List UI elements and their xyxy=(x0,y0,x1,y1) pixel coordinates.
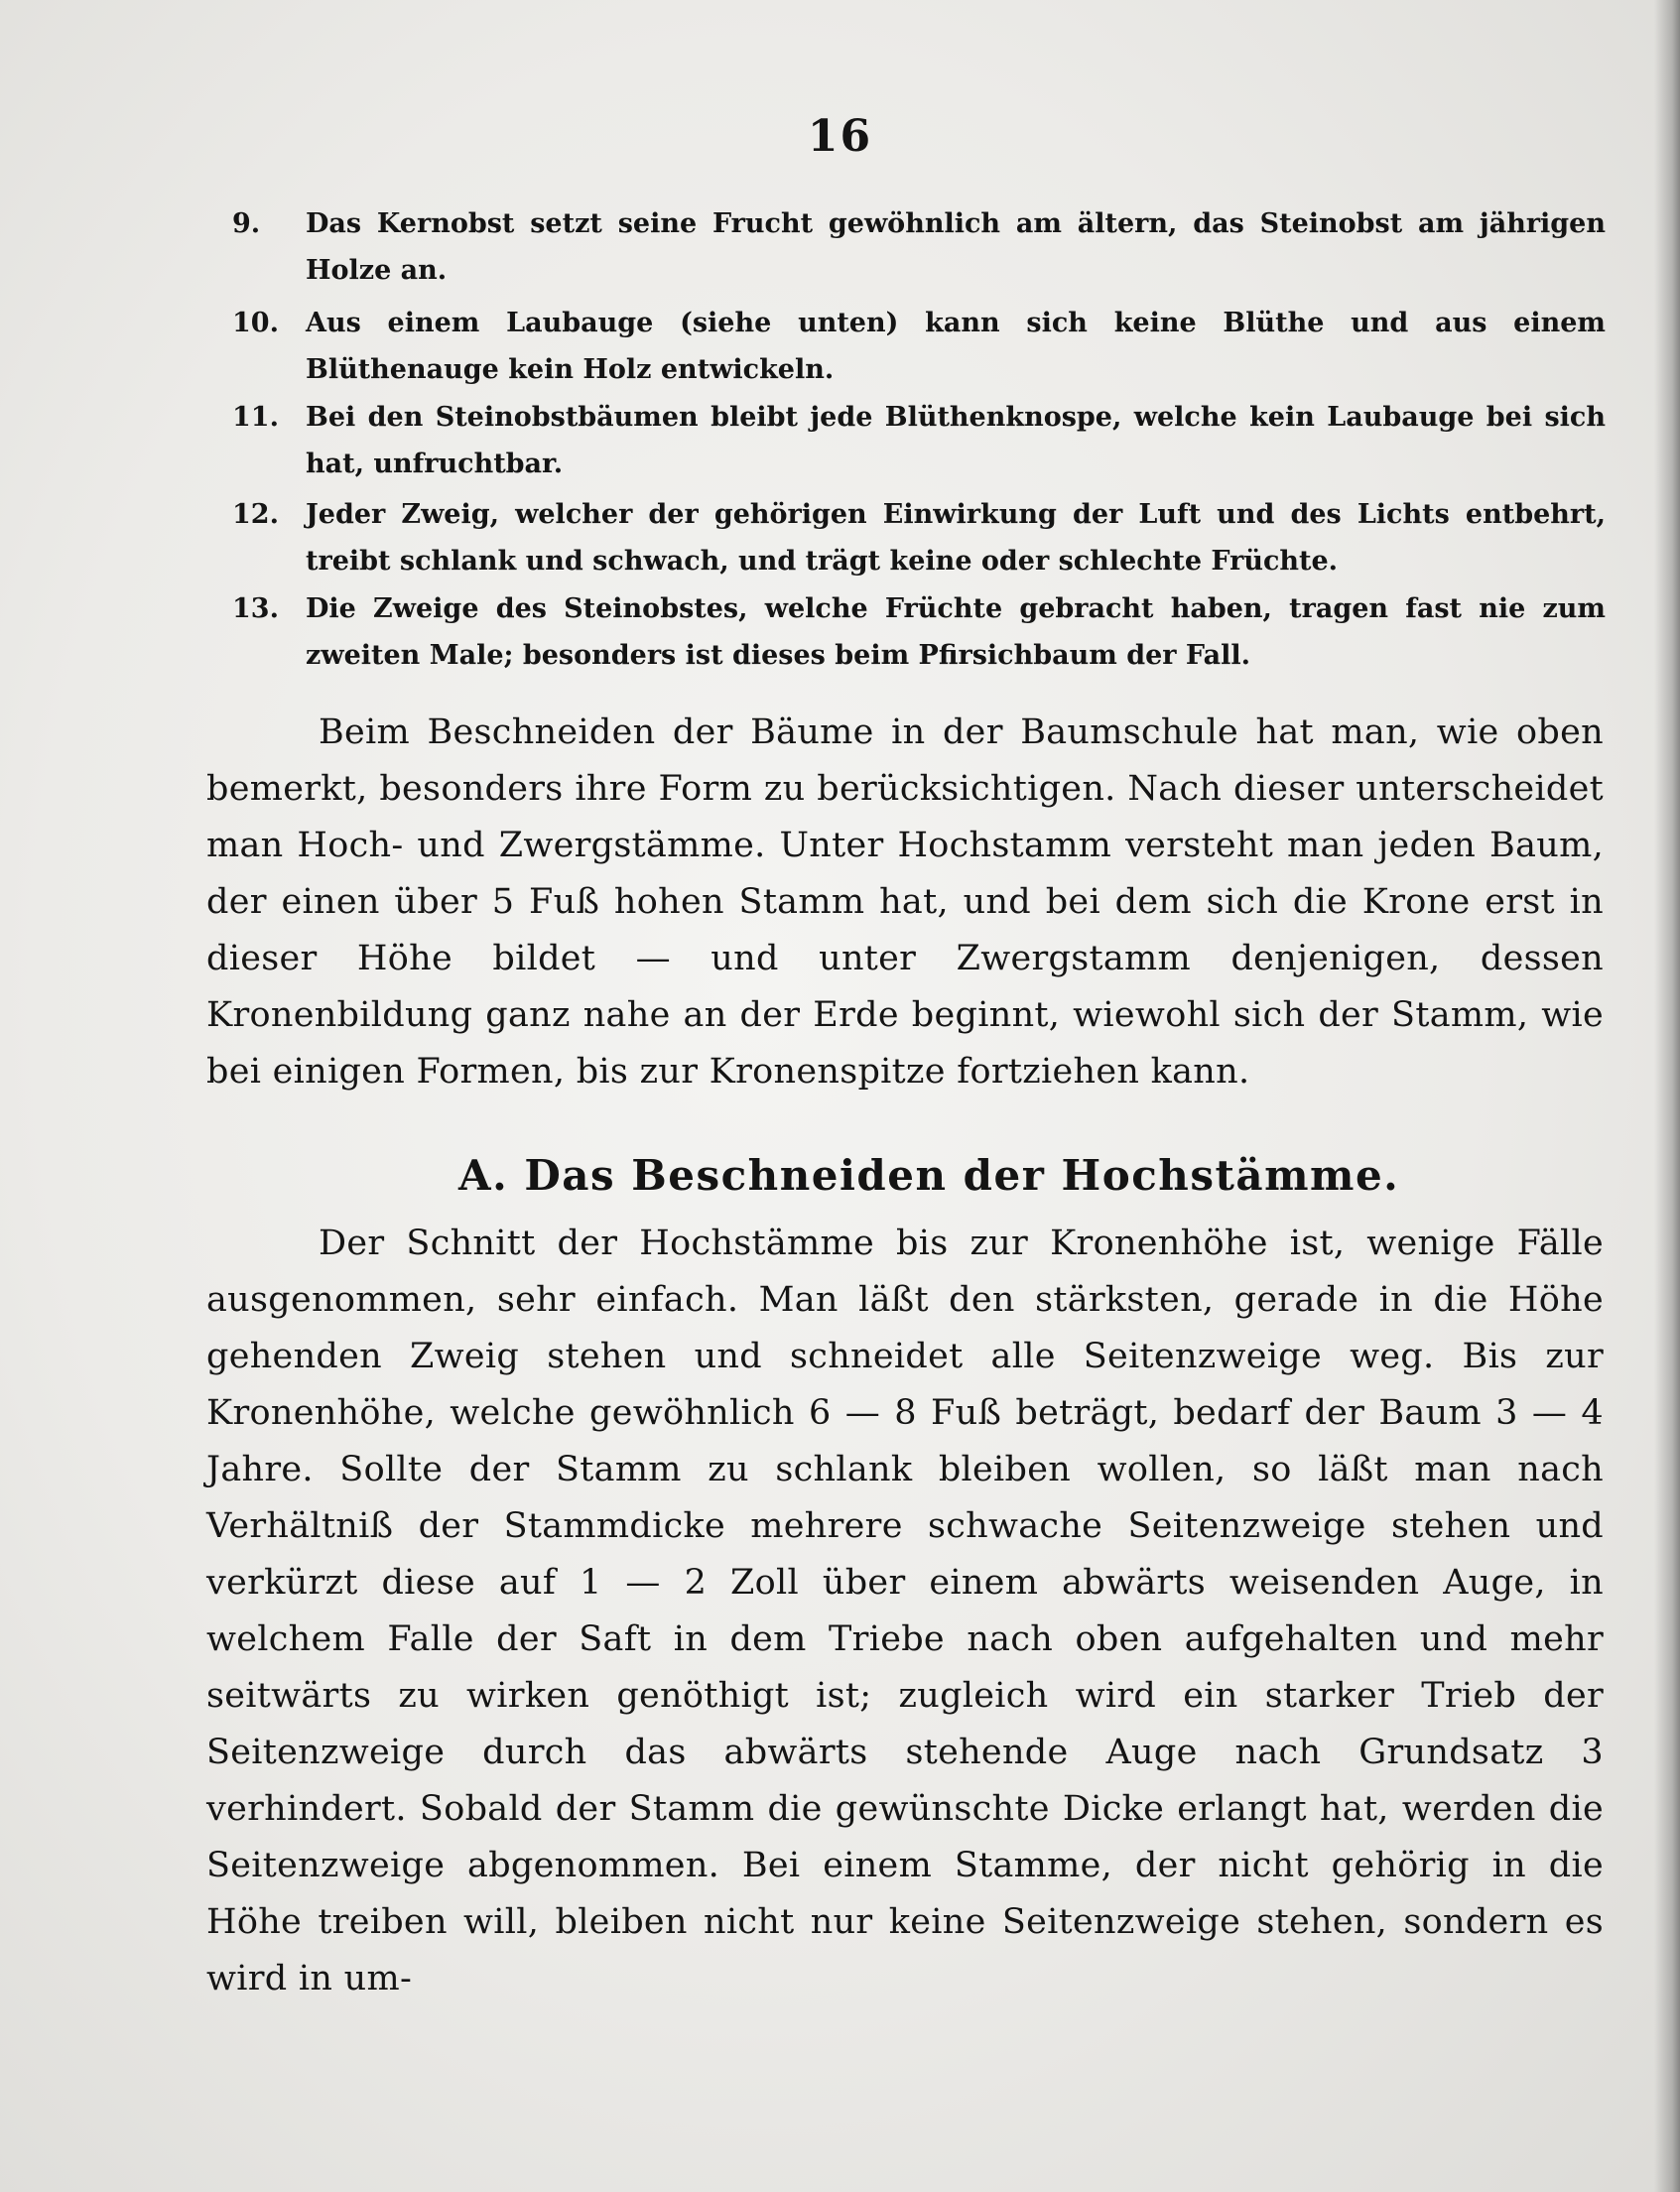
rule-item-12 xyxy=(232,491,1606,584)
rule-text: Jeder Zweig, welcher der gehörigen Einwirkung der Luft und des Lichts entbehrt, treibt schlank und schwach, und trägt keine oder schlechte Früchte. xyxy=(306,499,1606,577)
rule-item-10 xyxy=(232,300,1606,393)
rule-item-9 xyxy=(232,200,1606,294)
rule-item-13 xyxy=(232,585,1606,679)
rule-text: Das Kernobst setzt seine Frucht gewöhnlich am ältern, das Steinobst am jährigen Holze an. xyxy=(306,208,1606,286)
page-edge-shadow xyxy=(1654,0,1680,2192)
intro-paragraph: Beim Beschneiden der Bäume in der Baumschule hat man, wie oben bemerkt, besonders ihre Form zu berücksichtigen. Nach dieser unterscheidet man Hoch- und Zwergstämme. Unter Hochstamm versteht man jeden Baum, der einen über 5 Fuß hohen Stamm hat, und bei dem sich die Krone erst in dieser Höhe bildet — und unter Zwergstamm denjenigen, dessen Kronenbildung ganz nahe an der Erde beginnt, wiewohl sich der Stamm, wie bei einigen Formen, bis zur Kronenspitze fortziehen kann. xyxy=(206,712,1604,1092)
rule-number: 12. xyxy=(232,499,279,530)
rule-text: Bei den Steinobstbäumen bleibt jede Blüthenknospe, welche kein Laubauge bei sich hat, unfruchtbar. xyxy=(306,402,1606,479)
rule-item-11 xyxy=(232,394,1606,487)
rule-text: Aus einem Laubauge (siehe unten) kann sich keine Blüthe und aus einem Blüthenauge kein Holz entwickeln. xyxy=(306,308,1606,385)
rule-number: 13. xyxy=(232,593,279,624)
section-paragraph: Der Schnitt der Hochstämme bis zur Kronenhöhe ist, wenige Fälle ausgenommen, sehr einfach. Man läßt den stärksten, gerade in die Höhe gehenden Zweig stehen und schneidet alle Seitenzweige weg. Bis zur Kronenhöhe, welche gewöhnlich 6 — 8 Fuß beträgt, bedarf der Baum 3 — 4 Jahre. Sollte der Stamm zu schlank bleiben wollen, so läßt man nach Verhältniß der Stammdicke mehrere schwache Seitenzweige stehen und verkürzt diese auf 1 — 2 Zoll über einem abwärts weisenden Auge, in welchem Falle der Saft in dem Triebe nach oben aufgehalten und mehr seitwärts zu wirken genöthigt ist; zugleich wird ein starker Trieb der Seitenzweige durch das abwärts stehende Auge nach Grundsatz 3 verhindert. Sobald der Stamm die gewünschte Dicke erlangt hat, werden die Seitenzweige abgenommen. Bei einem Stamme, der nicht gehörig in die Höhe treiben will, bleiben nicht nur keine Seitenzweige stehen, sondern es wird in um- xyxy=(206,1224,1604,1999)
rule-text: Die Zweige des Steinobstes, welche Früchte gebracht haben, tragen fast nie zum zweiten Male; besonders ist dieses beim Pfirsichbaum der Fall. xyxy=(306,593,1606,671)
rule-number: 10. xyxy=(232,308,279,338)
rule-number: 11. xyxy=(232,402,279,433)
page-number: 16 xyxy=(807,111,873,162)
section-heading: A. Das Beschneiden der Hochstämme. xyxy=(458,1151,1400,1200)
rule-number: 9. xyxy=(232,208,261,239)
